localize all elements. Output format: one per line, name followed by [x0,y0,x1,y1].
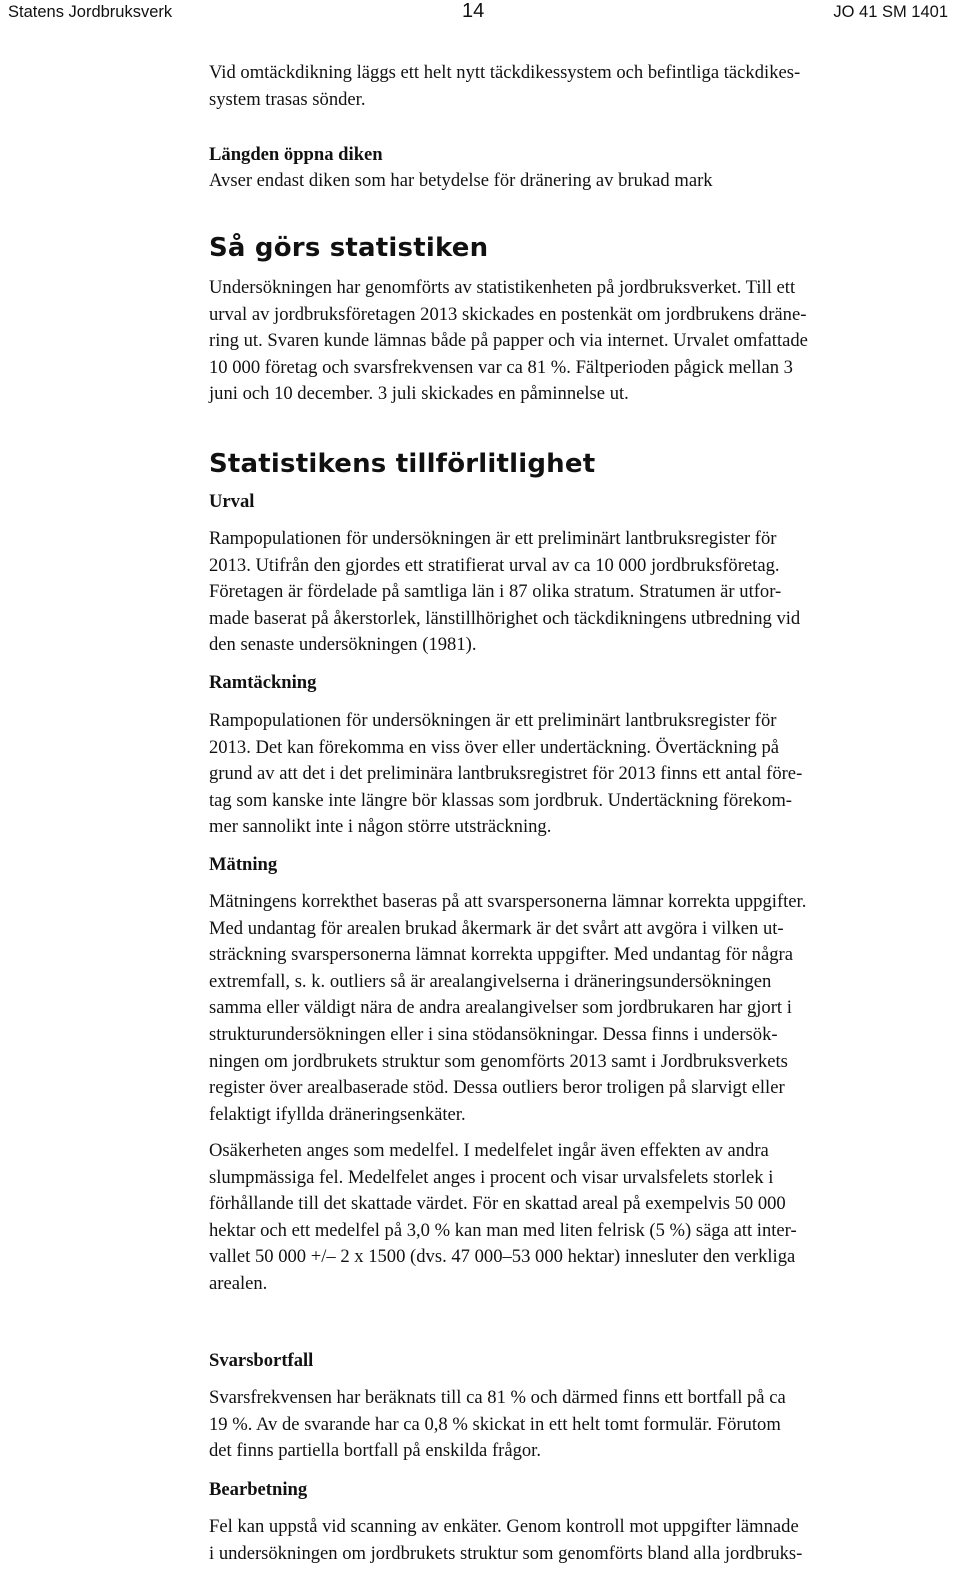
open-ditches-title: Längden öppna diken [209,144,383,165]
text-line: sträckning svarspersonerna lämnat korrekta uppgifter. Med undantag för några [209,944,793,966]
subheading-svarsbortfall: Svarsbortfall [209,1350,314,1371]
text-line: 2013. Det kan förekomma en viss över eller undertäckning. Övertäckning på [209,736,780,758]
text-line: strukturundersökningen eller i sina stödansökningar. Dessa finns i undersök- [209,1023,778,1045]
text-line: Rampopulationen för undersökningen är ett preliminärt lantbruksregister för [209,710,777,731]
open-ditches-text [209,168,944,195]
subheading-bearbetning: Bearbetning [209,1479,308,1500]
matning-paragraph [209,889,944,1128]
text-line: Osäkerheten anges som medelfel. I medelfelet ingår även effekten av andra [209,1140,769,1161]
page-number: 14 [462,0,485,22]
text-line: juni och 10 december. 3 juli skickades en påminnelse ut. [209,383,629,405]
how-done-paragraph [209,275,944,408]
text-line: i undersökningen om jordbrukets struktur som genomförts bland alla jordbruks- [209,1542,803,1564]
urval-paragraph [209,526,944,659]
text-line: den senaste undersökningen (1981). [209,634,477,656]
text-line: felaktigt ifyllda dräneringsenkäter. [209,1103,466,1125]
text-line: arealen. [209,1272,268,1294]
text-line: register över arealbaserade stöd. Dessa outliers beror troligen på slarvigt eller [209,1077,785,1099]
text-line: Avser endast diken som har betydelse för dränering av brukad mark [209,170,713,191]
bearbetning-paragraph [209,1514,944,1567]
text-line: slumpmässiga fel. Medelfelet anges i procent och visar urvalsfelets storlek i [209,1166,774,1188]
subheading-matning: Mätning [209,854,278,875]
header-report-id: JO 41 SM 1401 [833,3,948,21]
text-line: made baserat på åkerstorlek, länstillhörighet och täckdikningens utbredning vid [209,607,801,629]
text-line: tag som kanske inte längre bör klassas som jordbruk. Undertäckning förekom- [209,789,792,811]
section-heading-how-done: Så görs statistiken [209,233,489,263]
text-line: 10 000 företag och svarsfrekvensen var ca 81 %. Fältperioden pågick mellan 3 [209,356,793,378]
text-line: ring ut. Svaren kunde lämnas både på papper och via internet. Urvalet omfattade [209,330,808,352]
text-line: vallet 50 000 +/– 2 x 1500 (dvs. 47 000–53 000 hektar) innesluter den verkliga [209,1246,796,1268]
intro-paragraph [209,60,944,113]
text-line: 2013. Utifrån den gjordes ett stratifierat urval av ca 10 000 jordbruksföretag. [209,554,780,576]
section-heading-reliability: Statistikens tillförlitlighet [209,449,596,479]
text-line: grund av att det i det preliminära lantbruksregistret för 2013 finns ett antal före- [209,763,803,785]
text-line: Företagen är fördelade på samtliga län i 87 olika stratum. Stratumen är utfor- [209,581,782,603]
text-line: extremfall, s. k. outliers så är arealangivelserna i dräneringsundersökningen [209,970,772,992]
text-line: Svarsfrekvensen har beräknats till ca 81 % och därmed finns ett bortfall på ca [209,1387,786,1408]
text-line: urval av jordbruksföretagen 2013 skickades en postenkät om jordbrukens dräne- [209,303,807,325]
text-line: Rampopulationen för undersökningen är ett preliminärt lantbruksregister för [209,528,777,549]
ramtackning-paragraph [209,708,944,841]
uncertainty-paragraph [209,1138,944,1298]
text-line: 19 %. Av de svarande har ca 0,8 % skickat in ett helt tomt formulär. Förutom [209,1413,781,1435]
text-line: Undersökningen har genomförts av statistikenheten på jordbruksverket. Till ett [209,277,796,298]
text-line: mer sannolikt inte i någon större utsträckning. [209,816,552,838]
text-line: Med undantag för arealen brukad åkermark är det svårt att avgöra i vilken ut- [209,917,784,939]
page-header [0,0,960,28]
text-line: Fel kan uppstå vid scanning av enkäter. Genom kontroll mot uppgifter lämnade [209,1516,799,1537]
subheading-urval: Urval [209,491,255,512]
header-agency: Statens Jordbruksverk [8,3,173,21]
text-line: det finns partiella bortfall på enskilda frågor. [209,1440,541,1462]
text-line: system trasas sönder. [209,88,366,110]
text-line: Vid omtäckdikning läggs ett helt nytt täckdikessystem och befintliga täckdikes- [209,62,801,83]
svarsbortfall-paragraph [209,1385,944,1465]
text-line: ningen om jordbrukets struktur som genomförts 2013 samt i Jordbruksverkets [209,1050,788,1072]
text-line: Mätningens korrekthet baseras på att svarspersonerna lämnar korrekta uppgifter. [209,891,807,912]
text-line: samma eller väldigt nära de andra arealangivelser som jordbrukaren har gjort i [209,997,792,1019]
text-line: förhållande till det skattade värdet. För en skattad areal på exempelvis 50 000 [209,1193,786,1215]
text-line: hektar och ett medelfel på 3,0 % kan man med liten felrisk (5 %) säga att inter- [209,1219,797,1241]
subheading-ramtackning: Ramtäckning [209,672,317,693]
